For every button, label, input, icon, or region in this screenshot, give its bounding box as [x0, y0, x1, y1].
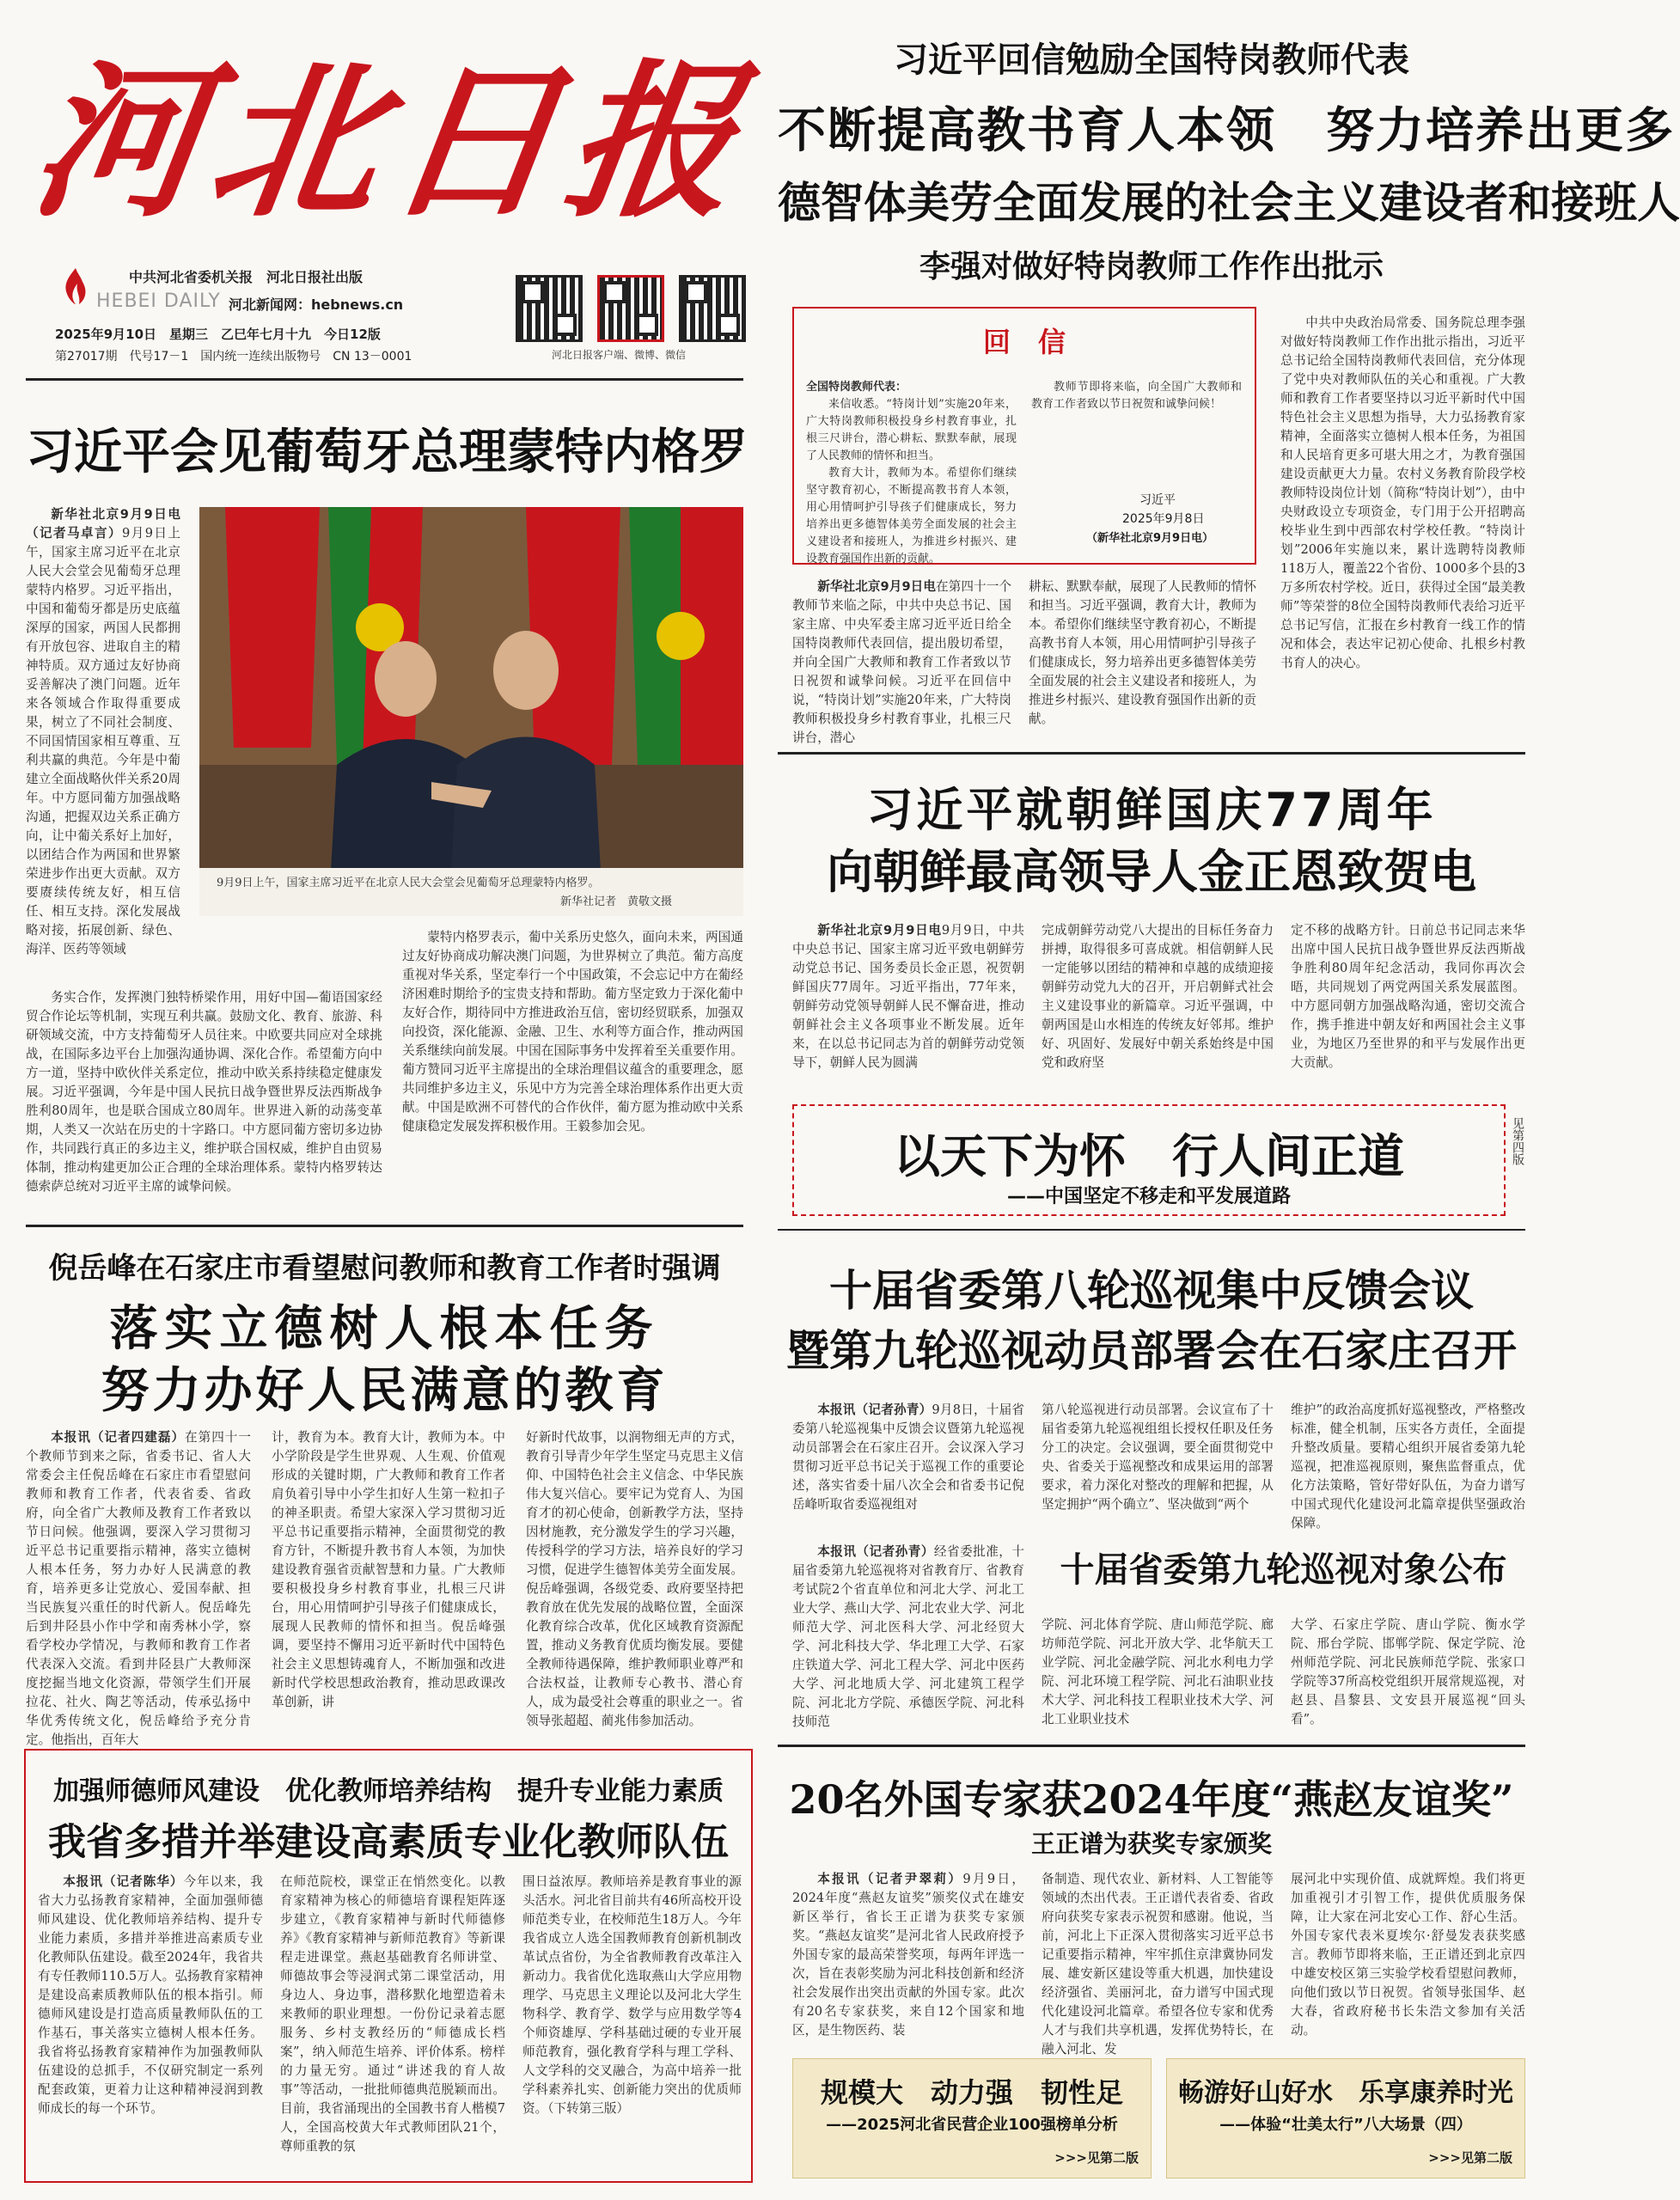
masthead-issue: 第27017期 代号17－1 国内统一连续出版物号 CN 13－0001 [55, 350, 412, 364]
promo1-link[interactable]: >>>见第二版 [1054, 2150, 1139, 2166]
ni-kicker: 倪岳峰在石家庄市看望慰问教师和教育工作者时强调 [48, 1251, 721, 1286]
masthead-english: HEBEI DAILY [96, 290, 221, 312]
inspect-title-line1: 十届省委第八轮巡视集中反馈会议 [829, 1266, 1474, 1316]
letter-signature: 习近平 [1139, 493, 1176, 507]
photo-caption: 9月9日上午，国家主席习近平在北京人民大会堂会见葡萄牙总理蒙特内格罗。 [217, 877, 600, 889]
teachers-box [24, 1749, 753, 2183]
portugal-col-a: 务实合作，发挥澳门独特桥梁作用，用好中国—葡语国家经贸合作论坛等机制，实现互利共赢。鼓励文化、教育、旅游、科研领域交流，中方支持葡萄牙人员往来。中欧要共同应对全球挑战，在国际多边平台上加强沟通协调、深化合作。希望葡方向中方一道，坚持中欧伙伴关系定位，推动中欧关系持续稳定健康发展。习近平强调，今年是中国人民抗日战争暨世界反法西斯战争胜利80周年，也是联合国成立80周年。世界进入新的动荡变革期，人类又一次站在历史的十字路口。中方愿同葡方密切多边协作，共同践行真正的多边主义，维护联合国权威，维护自由贸易体制，推动构建更加公正合理的全球治理体系。蒙特内格罗转达德索萨总统对习近平主席的诚挚问候。 [26, 990, 382, 1194]
experts-col2: 备制造、现代农业、新材料、人工智能等领域的杰出代表。王正谱代表省委、省政府向获奖专家表示祝贺和感谢。他说，当前，河北上下正深入贯彻落实习近平总书记重要指示精神，牢牢抓住京津冀协同发展、雄安新区建设等重大机遇，加快建设经济强省、美丽河北，奋力谱写中国式现代化建设河北篇章。希望各位专家和优秀人才与我们共享机遇，发挥优势特长，在融入河北、发 [1042, 1872, 1274, 2056]
dprk-title-line2: 向朝鲜最高领导人金正恩致贺电 [827, 845, 1476, 899]
inspect-title-line2: 暨第九轮巡视动员部署会在石家庄召开 [786, 1326, 1517, 1376]
promo2-link[interactable]: >>>见第二版 [1428, 2150, 1512, 2166]
rule-peace-bottom [778, 1229, 1525, 1231]
qr-code-app-icon [516, 275, 583, 342]
masthead-sponsor: 中共河北省委机关报 河北日报社出版 [129, 269, 363, 285]
lead-story-col2: 耕耘、默默奉献，展现了人民教师的情怀和担当。习近平强调，教育大计，教师为本。希望你们继续坚守教育初心，不断提高教书育人本领，用心用情呵护引导孩子们健康成长，努力培养出更多德智体美劳全面发展的社会主义建设者和接班人，为推进乡村振兴、建设教育强国作出新的贡献。 [1029, 579, 1256, 726]
flame-logo-icon [58, 266, 93, 306]
rule-lead-bottom [778, 752, 1525, 755]
lead-kicker: 习近平回信勉励全国特岗教师代表 [894, 40, 1409, 80]
inspect-col1: 本报讯（记者孙青）9月8日，十届省委第八轮巡视集中反馈会议暨第九轮巡视动员部署会在石家庄召开。会议深入学习贯彻习近平总书记关于巡视工作的重要论述，落实省委十届八次全会和省委书记倪岳峰听取省委巡视组对 [792, 1402, 1024, 1512]
promo1-title: 规模大 动力强 韧性足 [820, 2076, 1123, 2109]
ni-col3: 好新时代故事，以润物细无声的方式，教育引导青少年学生坚定马克思主义信仰、中国特色社会主义信念、中华民族伟大复兴信心。要牢记为党育人、为国育才的初心使命，创新教学方法，坚持因材施教，充分激发学生的学习兴趣，传授科学的学习方法，培养良好的学习习惯，促进学生德智体美劳全面发展。倪岳峰强调，各级党委、政府要坚持把教育放在优先发展的战略位置，全面深化教育综合改革，优化区域教育资源配置，推动义务教育优质均衡发展。要健全教师待遇保障，维护教师职业尊严和合法权益，让教师专心教书、潜心育人，成为最受社会尊重的职业之一。省领导张超超、蔺兆伟参加活动。 [526, 1430, 743, 1728]
inspect-list-col3: 大学、石家庄学院、唐山学院、衡水学院、邢台学院、邯郸学院、保定学院、沧州师范学院、河北民族师范学院、张家口学院等37所高校党组织开展常规巡视，对赵县、昌黎县、文安县开展巡视“回头看”。 [1291, 1617, 1525, 1726]
peace-sub: ——中国坚定不移走和平发展道路 [1006, 1186, 1291, 1207]
teachers-col2: 在师范院校，课堂正在悄然变化。以教育家精神为核心的师德培育课程矩阵逐步建立，《教育家精神与新时代师德修养》《教育家精神与新师范教育》等新课程走进课堂。燕赵基础教育名师讲堂、师德故事会等浸润式第二课堂活动，用身边人、身边事，潜移默化地塑造着未来教师的职业理想。一份份记录着志愿服务、乡村支教经历的“师德成长档案”，纳入师范生培养、评价体系。榜样的力量无穷。通过“讲述我的育人故事”等活动，一批批师德典范脱颖而出。目前，我省涌现出的全国教书育人楷模7人，全国高校黄大年式教师团队21个，尊师重教的氛 [280, 1874, 505, 2154]
ni-col2: 计，教育为本。教育大计，教师为本。中小学阶段是学生世界观、人生观、价值观形成的关键时期，广大教师和教育工作者肩负着引导中小学生扣好人生第一粒扣子的神圣职责。希望大家深入学习贯彻习近平总书记重要指示精神，全面贯彻党的教育方针，不断提升教书育人本领，为加快建设教育强省贡献智慧和力量。广大教师要积极投身乡村教育事业，扎根三尺讲台，用心用情呵护引导孩子们健康成长，展现人民教师的情怀和担当。倪岳峰强调，要坚持不懈用习近平新时代中国特色社会主义思想铸魂育人，不断加强和改进新时代学校思想政治教育，推动思政课改革创新，讲 [272, 1430, 505, 1709]
dprk-col1: 新华社北京9月9日电9月9日，中共中央总书记、国家主席习近平致电朝鲜劳动党总书记、国务委员长金正恩，祝贺朝鲜国庆77周年。习近平指出，77年来，朝鲜劳动党领导朝鲜人民不懈奋进，推动朝鲜社会主义各项事业不断发展。近年来，在以总书记同志为首的朝鲜劳动党领导下，朝鲜人民为圆满 [792, 923, 1024, 1070]
promo2-sub: ——体验“壮美太行”八大场景（四） [1219, 2116, 1472, 2134]
qr-caption: 河北日报客户端、微博、微信 [552, 349, 687, 361]
experts-col3: 展河北中实现价值、成就辉煌。我们将更加重视引才引智工作，提供优质服务保障，让大家在河北安心工作、舒心生活。外国专家代表米夏埃尔·舒曼发表获奖感言。教师节即将来临，王正谱还到北京四中雄安校区第三实验学校看望慰问教师，向他们致以节日祝贺。省领导张国华、赵大春，省政府秘书长朱浩文参加有关活动。 [1291, 1872, 1525, 2038]
ni-col1: 本报讯（记者四建磊）在第四十一个教师节到来之际，省委书记、省人大常委会主任倪岳峰在石家庄市看望慰问教师和教育工作者，代表省委、省政府，向全省广大教师及教育工作者致以节日问候。他强调，要深入学习贯彻习近平总书记重要指示精神，落实立德树人根本任务，努力办好人民满意的教育，培养更多让党放心、爱国奉献、担当民族复兴重任的时代新人。倪岳峰先后到井陉县小作中学和南秀林小学，察看学校办学情况，与教师和教育工作者代表深入交流。看到井陉县广大教师深度挖掘当地文化资源，带领学生们开展拉花、社火、陶艺等活动，传承弘扬中华优秀传统文化，倪岳峰给予充分肯定。他指出，百年大 [26, 1430, 251, 1747]
photo-credit: 新华社记者 黄敬文摄 [560, 895, 673, 908]
rule-portugal-bottom [26, 1225, 743, 1227]
dprk-col2: 完成朝鲜劳动党八大提出的目标任务奋力拼搏，取得很多可喜成就。相信朝鲜人民一定能够以团结的精神和卓越的成绩迎接朝鲜劳动党九大的召开，开启朝鲜式社会主义建设事业的新篇章。习近平强调，中朝两国是山水相连的传统友好邻邦。维护好、巩固好、发展好中朝关系始终是中国党和政府坚 [1042, 923, 1274, 1070]
portugal-side-col: 新华社北京9月9日电（记者马卓言）9月9日上午，国家主席习近平在北京人民大会堂会见葡萄牙总理蒙特内格罗。习近平指出，中国和葡萄牙都是历史底蕴深厚的国家，两国人民都拥有开放包容、进取自主的精神特质。双方通过友好协商妥善解决了澳门问题。近年来各领域合作取得重要成果，树立了不同社会制度、不同国情国家相互尊重、互利共赢的典范。今年是中葡建立全面战略伙伴关系20周年。中方愿同葡方加强战略沟通，把握双边关系正确方向，让中葡关系好上加好，以团结合作为两国和世界繁荣进步作出更大贡献。双方要赓续传统友好，相互信任、相互支持。深化发展战略对接，拓展创新、绿色、海洋、医药等领域 [26, 507, 180, 956]
lead-main-line2: 德智体美劳全面发展的社会主义建设者和接班人 [778, 178, 1680, 228]
peace-box [792, 1104, 1506, 1216]
reply-letter-box [792, 307, 1256, 565]
inspect-col2: 第八轮巡视进行动员部署。会议宣布了十届省委第九轮巡视组组长授权任职及任务分工的决定。会议强调，要全面贯彻党中央、省委关于巡视整改和成果运用的部署要求，着力深化对整改的理解和把握，从坚定拥护“两个确立”、坚决做到“两个 [1042, 1402, 1274, 1512]
teachers-main: 我省多措并举建设高素质专业化教师队伍 [48, 1820, 729, 1864]
inspect-list-col1: 本报讯（记者孙青）经省委批准，十届省委第九轮巡视将对省教育厅、省教育考试院2个省直单位和河北大学、河北工业大学、燕山大学、河北农业大学、河北师范大学、河北医科大学、河北经贸大学、河北科技大学、华北理工大学、石家庄铁道大学、河北工程大学、河北中医药大学、河北地质大学、河北建筑工程学院、河北北方学院、承德医学院、河北科技师范 [792, 1544, 1024, 1729]
teachers-col3: 围日益浓厚。教师培养是教育事业的源头活水。河北省目前共有46所高校开设师范类专业，在校师范生18万人。今年我省成立人选全国教师教育创新机制改革试点省份，为全省教师教育改革注入新动力。我省优化选取燕山大学应用物理学、马克思主义理论以及河北大学生物科学、教育学、数学与应用数学等4个师资雄厚、学科基础过硬的专业开展师范教育，强化教育学科与理工学科、人文学科的交叉融合，为高中培养一批学科素养扎实、创新能力突出的优质师资。（下转第三版） [522, 1874, 742, 2116]
experts-title: 20名外国专家获2024年度“燕赵友谊奖” [789, 1776, 1514, 1823]
inspect-list-title: 十届省委第九轮巡视对象公布 [1060, 1550, 1507, 1590]
portugal-col-b: 蒙特内格罗表示，葡中关系历史悠久，面向未来，两国通过友好协商成功解决澳门问题，为世界树立了典范。葡方高度重视对华关系，坚定奉行一个中国政策，不会忘记中方在葡经济困难时期给予的宝贵支持和帮助。葡方坚定致力于深化葡中友好合作，期待同中方推进政治互信，密切经贸联系，加强双向投资，深化能源、金融、卫生、水利等方面合作，推动两国关系继续向前发展。中国在国际事务中发挥着至关重要作用。葡方赞同习近平主席提出的全球治理倡议蕴含的重要理念，愿共同维护多边主义，乐见中方为完善全球治理体系作出更大贡献。中国是欧洲不可替代的合作伙伴，葡方愿为推动欧中关系健康稳定发展发挥积极作用。王毅参加会见。 [402, 930, 743, 1134]
dprk-title-line1: 习近平就朝鲜国庆77周年 [866, 783, 1437, 837]
masthead [20, 17, 761, 364]
lead-story-col3: 中共中央政治局常委、国务院总理李强对做好特岗教师工作作出批示指出，习近平总书记给全国特岗教师代表回信，充分体现了党中央对教师队伍的关心和重视。广大教师和教育工作者要坚持以习近平新时代中国特色社会主义思想为指导，大力弘扬教育家精神，全面落实立德树人根本任务，为祖国和人民培育更多可堪大用之才，为教育强国建设贡献更大力量。农村义务教育阶段学校教师特设岗位计划（简称“特岗计划”），由中央财政设立专项资金，专门用于公开招聘高校毕业生到中西部农村学校任教。“特岗计划”2006年实施以来，累计选聘特岗教师118万人，覆盖22个省份、1000多个县的3万多所农村学校。近日，获得过全国“最美教师”等荣誉的8位全国特岗教师代表给习近平总书记写信，汇报在乡村教育一线工作的情况和体会，表达牢记初心使命、扎根乡村教书育人的决心。 [1280, 315, 1525, 670]
lead-sub: 李强对做好特岗教师工作作出批示 [919, 249, 1384, 284]
masthead-logo: 河北日报 [20, 43, 761, 240]
inspect-col3: 维护”的政治高度抓好巡视整改，严格整改标准，健全机制，压实各方责任，全面提升整改质量。要精心组织开展省委第九轮巡视，把准巡视原则，聚焦监督重点，优化方法策略，管好带好队伍，为奋力谱写中国式现代化建设河北篇章提供坚强政治保障。 [1291, 1402, 1525, 1531]
teachers-col1: 本报讯（记者陈华）今年以来，我省大力弘扬教育家精神，全面加强师德师风建设、优化教师培养结构、提升专业能力素质，多措并举推进高素质专业化教师队伍建设。截至2024年，我省共有专任教师110.5万人。弘扬教育家精神是建设高素质教师队伍的根本指引。师德师风建设是打造高质量教师队伍的工作基石，事关落实立德树人根本任务。我省将弘扬教育家精神作为加强教师队伍建设的总抓手，不仅研究制定一系列配套政策，更着力让这种精神浸润到教师成长的每一个环节。 [38, 1874, 263, 2116]
dprk-col3: 定不移的战略方针。日前总书记同志来华出席中国人民抗日战争暨世界反法西斯战争胜利80周年纪念活动，我同你再次会晤，共同规划了两党两国关系发展蓝图。中方愿同朝方加强战略沟通，密切交流合作，携手推进中朝友好和两国社会主义事业，为地区乃至世界的和平与发展作出更大贡献。 [1291, 923, 1525, 1070]
experts-sub: 王正谱为获奖专家颁奖 [1030, 1830, 1272, 1858]
portugal-title: 习近平会见葡萄牙总理蒙特内格罗 [26, 425, 748, 480]
ni-main1: 落实立德树人根本任务 [109, 1301, 660, 1357]
masthead-website: 河北新闻网：hebnews.cn [229, 296, 404, 313]
letter-col1: 全国特岗教师代表： 来信收悉。“特岗计划”实施20年来，广大特岗教师积极投身乡村教育事业，扎根三尺讲台，潜心耕耘、默默奉献，展现了人民教师的情怀和担当。 教育大计，教师为本。希望你们继续坚守教育初心，不断提高教书育人本领，用心用情呵护引导孩子们健康成长，努力培养出更多德智体美劳全面发展的社会主义建设者和接班人，为推进乡村振兴、建设教育强国作出新的贡献。 [806, 381, 1017, 565]
promo1-sub: ——2025河北省民营企业100强榜单分析 [826, 2116, 1118, 2134]
letter-title: 回 信 [982, 326, 1066, 358]
promo-private-enterprise[interactable] [792, 2058, 1152, 2179]
peace-page-note: 见第四版 [1511, 1117, 1524, 1165]
masthead-date: 2025年9月10日 星期三 乙巳年七月十九 今日12版 [55, 327, 381, 342]
photo-caption-bar [199, 868, 743, 916]
letter-source: （新华社北京9月9日电） [1086, 532, 1214, 545]
ni-main2: 努力办好人民满意的教育 [101, 1363, 669, 1419]
teachers-kicker: 加强师德师风建设 优化教师培养结构 提升专业能力素质 [53, 1776, 724, 1806]
letter-date: 2025年9月8日 [1122, 512, 1205, 526]
meeting-photo [199, 507, 743, 916]
promo-taihang[interactable] [1166, 2058, 1525, 2179]
masthead-rule [26, 378, 743, 381]
experts-col1: 本报讯（记者尹翠莉）9月9日，2024年度“燕赵友谊奖”颁奖仪式在雄安新区举行，省长王正谱为获奖专家颁奖。“燕赵友谊奖”是河北省人民政府授予外国专家的最高荣誉奖项，每两年评选一次，旨在表彰奖励为河北科技创新和经济社会发展作出突出贡献的外国专家。此次有20名专家获奖，来自12个国家和地区，是生物医药、装 [792, 1872, 1024, 2038]
promo2-title: 畅游好山好水 乐享康养时光 [1178, 2078, 1513, 2108]
qr-code-wechat-icon [679, 275, 746, 342]
lead-story-col1: 新华社北京9月9日电在第四十一个教师节来临之际，中共中央总书记、国家主席、中央军委主席习近平近日给全国特岗教师代表回信，提出殷切希望，并向全国广大教师和教育工作者致以节日祝贺和诚挚问候。习近平在回信中说，“特岗计划”实施20年来，广大特岗教师积极投身乡村教育事业，扎根三尺讲台，潜心 [792, 579, 1011, 745]
rule-inspect-bottom [778, 1745, 1525, 1747]
lead-main-line1: 不断提高教书育人本领 努力培养出更多 [778, 103, 1675, 159]
inspect-list-col2: 学院、河北体育学院、唐山师范学院、廊坊师范学院、河北开放大学、北华航天工业学院、河北金融学院、河北水利电力学院、河北环境工程学院、河北石油职业技术大学、河北科技工程职业技术大学、河北工业职业技术 [1042, 1617, 1274, 1726]
qr-code-weibo-icon [597, 275, 664, 342]
peace-title: 以天下为怀 行人间正道 [894, 1128, 1404, 1183]
letter-col2: 教师节即将来临，向全国广大教师和教育工作者致以节日祝贺和诚挚问候！ [1031, 381, 1242, 411]
